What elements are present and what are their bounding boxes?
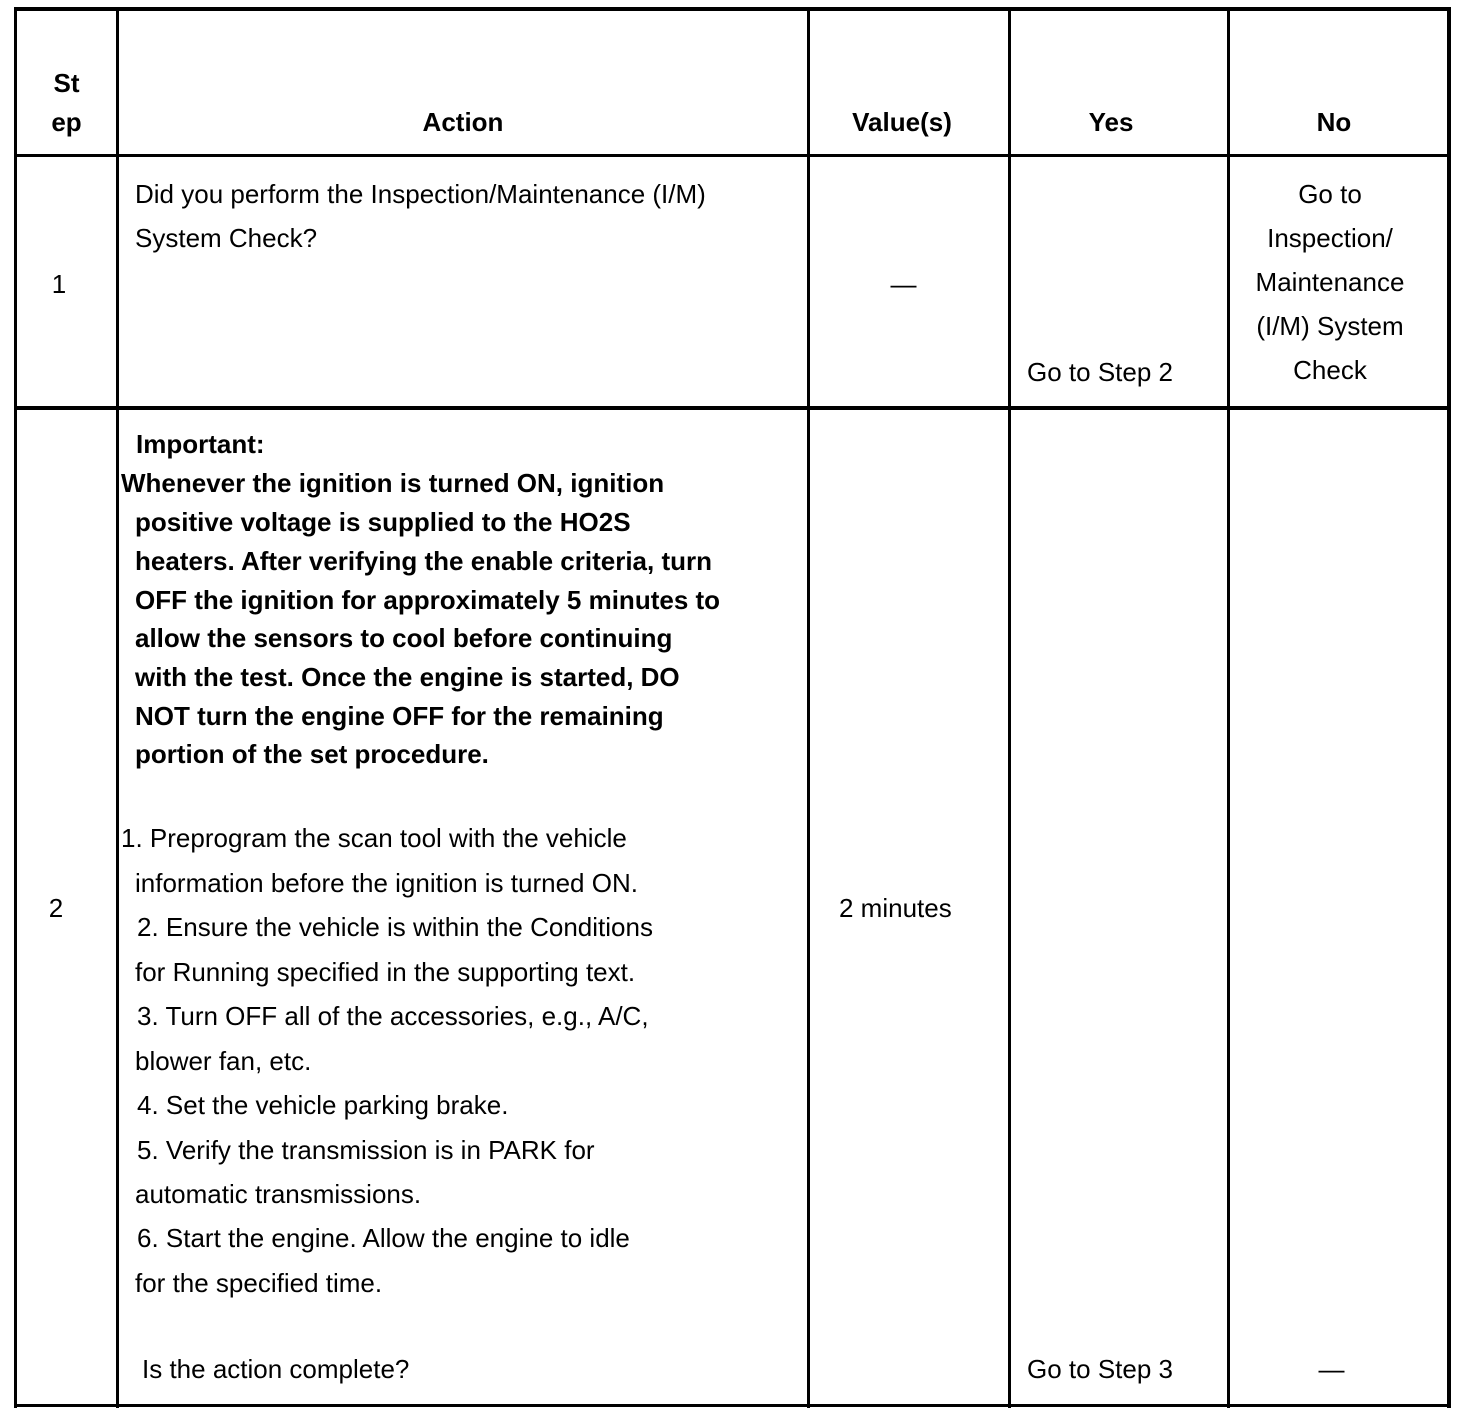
important-line: NOT turn the engine OFF for the remaining [135,701,664,731]
row2-step: 2 [48,893,64,923]
column-divider [1008,8,1011,1408]
row2-question: Is the action complete? [142,1354,410,1384]
row1-no-line1: Go to [1298,179,1362,209]
row1-no-line2: Inspection/ [1267,223,1393,253]
important-line: allow the sensors to cool before continuing [135,623,673,653]
procedure-line: 4. Set the vehicle parking brake. [137,1090,509,1120]
procedure-line: 6. Start the engine. Allow the engine to idle [137,1223,630,1253]
important-line: with the test. Once the engine is started, DO [135,662,680,692]
row2-no: — [1318,1354,1345,1384]
important-line: Whenever the ignition is turned ON, ignition [121,468,665,498]
important-line: heaters. After verifying the enable criteria, turn [135,546,712,576]
important-line: OFF the ignition for approximately 5 minutes to [135,585,721,615]
row-divider [14,154,1451,157]
header-values: Value(s) [852,107,952,137]
header-step-line1: St [53,68,80,98]
row1-yes: Go to Step 2 [1027,357,1173,387]
row2-value: 2 minutes [839,893,952,923]
column-divider [116,8,119,1408]
procedure-line: 3. Turn OFF all of the accessories, e.g., A/C, [137,1001,649,1031]
row1-value: — [890,269,917,299]
procedure-line: 1. Preprogram the scan tool with the vehicle [121,823,627,853]
procedure-line: 2. Ensure the vehicle is within the Conditions [137,912,653,942]
row-divider [14,406,1451,410]
important-label: Important: [136,429,265,459]
header-yes: Yes [1088,107,1134,137]
important-line: portion of the set procedure. [135,739,489,769]
header-no: No [1316,107,1352,137]
row1-action-line1: Did you perform the Inspection/Maintenance (I/M) [135,179,706,209]
table-border-top [14,7,1451,11]
row1-step: 1 [51,269,67,299]
table-border-left [14,8,17,1408]
table-border-bottom [14,1404,1451,1407]
row1-no-line3: Maintenance [1255,267,1405,297]
procedure-line: automatic transmissions. [135,1179,422,1209]
important-line: positive voltage is supplied to the HO2S [135,507,631,537]
row1-no-line4: (I/M) System [1256,311,1404,341]
procedure-line: for Running specified in the supporting text. [135,957,636,987]
table-border-right [1447,8,1451,1408]
row1-action-line2: System Check? [135,223,318,253]
header-step [17,70,116,135]
row1-no [1230,181,1430,401]
procedure-line: 5. Verify the transmission is in PARK for [137,1135,595,1165]
procedure-line: blower fan, etc. [135,1046,312,1076]
row1-no-line5: Check [1293,355,1367,385]
column-divider [807,8,810,1408]
procedure-line: information before the ignition is turned ON. [135,868,638,898]
row2-yes: Go to Step 3 [1027,1354,1173,1384]
header-step-line2: ep [51,107,82,137]
header-action: Action [422,107,504,137]
procedure-line: for the specified time. [135,1268,383,1298]
